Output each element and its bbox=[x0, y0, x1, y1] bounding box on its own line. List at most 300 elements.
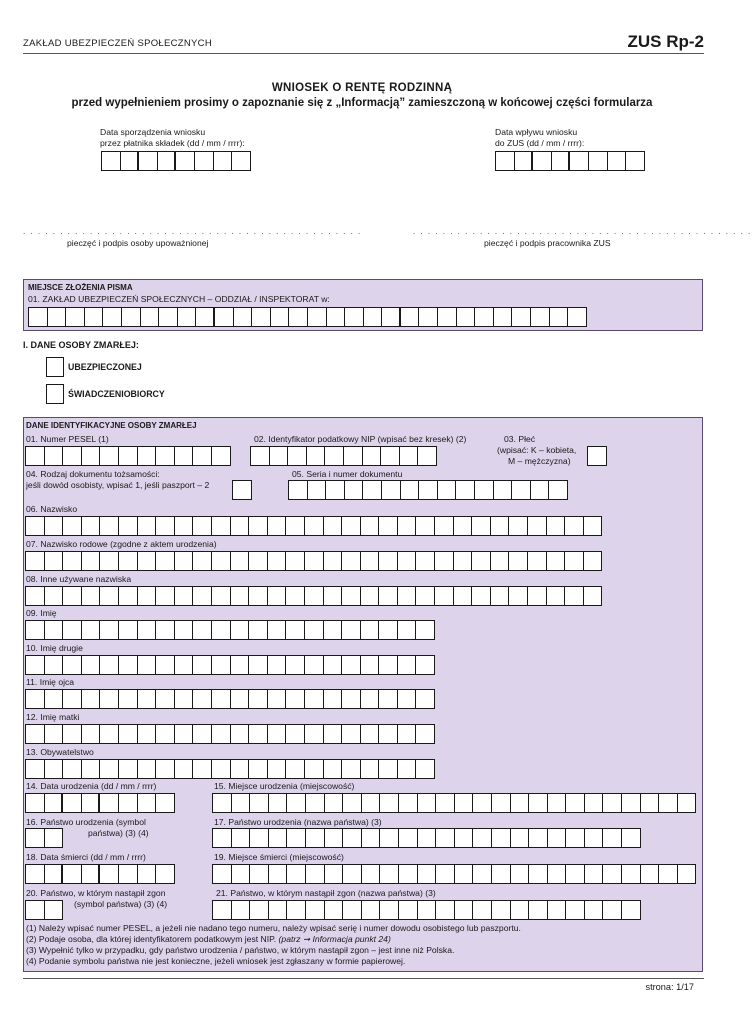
other-surnames-input[interactable] bbox=[25, 586, 602, 606]
char-box[interactable] bbox=[175, 724, 194, 744]
char-box[interactable] bbox=[100, 620, 119, 640]
char-box[interactable] bbox=[306, 900, 325, 920]
char-box[interactable] bbox=[342, 586, 361, 606]
char-box[interactable] bbox=[119, 724, 138, 744]
char-box[interactable] bbox=[622, 900, 641, 920]
char-box[interactable] bbox=[622, 864, 641, 884]
char-box[interactable] bbox=[398, 516, 417, 536]
char-box[interactable] bbox=[455, 900, 474, 920]
char-box[interactable] bbox=[380, 828, 399, 848]
char-box[interactable] bbox=[138, 759, 157, 779]
char-box[interactable] bbox=[45, 759, 64, 779]
char-box[interactable] bbox=[361, 586, 380, 606]
char-box[interactable] bbox=[622, 828, 641, 848]
char-box[interactable] bbox=[416, 620, 435, 640]
char-box[interactable] bbox=[491, 516, 510, 536]
char-box[interactable] bbox=[566, 864, 585, 884]
char-box[interactable] bbox=[26, 793, 45, 813]
char-box[interactable] bbox=[362, 793, 381, 813]
char-box[interactable] bbox=[141, 307, 160, 327]
char-box[interactable] bbox=[418, 793, 437, 813]
char-box[interactable] bbox=[231, 516, 250, 536]
char-box[interactable] bbox=[398, 689, 417, 709]
char-box[interactable] bbox=[213, 828, 232, 848]
char-box[interactable] bbox=[379, 724, 398, 744]
char-box[interactable] bbox=[249, 655, 268, 675]
char-box[interactable] bbox=[363, 446, 382, 466]
char-box[interactable] bbox=[138, 516, 157, 536]
char-box[interactable] bbox=[45, 655, 64, 675]
char-box[interactable] bbox=[213, 864, 232, 884]
char-box[interactable] bbox=[342, 516, 361, 536]
char-box[interactable] bbox=[193, 620, 212, 640]
char-box[interactable] bbox=[570, 151, 589, 171]
char-box[interactable] bbox=[138, 724, 157, 744]
char-box[interactable] bbox=[343, 828, 362, 848]
char-box[interactable] bbox=[379, 759, 398, 779]
char-box[interactable] bbox=[473, 900, 492, 920]
char-box[interactable] bbox=[232, 793, 251, 813]
char-box[interactable] bbox=[212, 655, 231, 675]
char-box[interactable] bbox=[82, 620, 101, 640]
char-box[interactable] bbox=[269, 828, 288, 848]
char-box[interactable] bbox=[343, 900, 362, 920]
char-box[interactable] bbox=[528, 516, 547, 536]
char-box[interactable] bbox=[398, 586, 417, 606]
char-box[interactable] bbox=[344, 446, 363, 466]
char-box[interactable] bbox=[26, 900, 45, 920]
birth-country-symbol-input[interactable] bbox=[25, 828, 63, 848]
char-box[interactable] bbox=[138, 793, 157, 813]
char-box[interactable] bbox=[380, 900, 399, 920]
char-box[interactable] bbox=[156, 516, 175, 536]
char-box[interactable] bbox=[659, 864, 678, 884]
char-box[interactable] bbox=[45, 620, 64, 640]
char-box[interactable] bbox=[454, 586, 473, 606]
char-box[interactable] bbox=[455, 828, 474, 848]
char-box[interactable] bbox=[63, 446, 82, 466]
char-box[interactable] bbox=[472, 516, 491, 536]
char-box[interactable] bbox=[215, 307, 234, 327]
char-box[interactable] bbox=[398, 620, 417, 640]
char-box[interactable] bbox=[138, 446, 157, 466]
char-box[interactable] bbox=[26, 864, 45, 884]
char-box[interactable] bbox=[82, 446, 101, 466]
char-box[interactable] bbox=[26, 689, 45, 709]
char-box[interactable] bbox=[641, 864, 660, 884]
char-box[interactable] bbox=[286, 551, 305, 571]
char-box[interactable] bbox=[455, 864, 474, 884]
char-box[interactable] bbox=[156, 551, 175, 571]
char-box[interactable] bbox=[398, 655, 417, 675]
char-box[interactable] bbox=[159, 307, 178, 327]
char-box[interactable] bbox=[26, 446, 45, 466]
char-box[interactable] bbox=[48, 307, 67, 327]
char-box[interactable] bbox=[103, 307, 122, 327]
char-box[interactable] bbox=[343, 793, 362, 813]
pesel-input[interactable] bbox=[25, 446, 231, 466]
char-box[interactable] bbox=[45, 551, 64, 571]
char-box[interactable] bbox=[308, 307, 327, 327]
char-box[interactable] bbox=[82, 655, 101, 675]
char-box[interactable] bbox=[382, 307, 401, 327]
char-box[interactable] bbox=[231, 586, 250, 606]
char-box[interactable] bbox=[473, 864, 492, 884]
char-box[interactable] bbox=[566, 793, 585, 813]
char-box[interactable] bbox=[361, 516, 380, 536]
char-box[interactable] bbox=[548, 864, 567, 884]
char-box[interactable] bbox=[119, 551, 138, 571]
char-box[interactable] bbox=[454, 516, 473, 536]
char-box[interactable] bbox=[419, 480, 438, 500]
char-box[interactable] bbox=[325, 793, 344, 813]
char-box[interactable] bbox=[512, 307, 531, 327]
char-box[interactable] bbox=[438, 480, 457, 500]
char-box[interactable] bbox=[82, 759, 101, 779]
date-received-input[interactable] bbox=[495, 151, 645, 171]
char-box[interactable] bbox=[232, 828, 251, 848]
death-place-input[interactable] bbox=[212, 864, 696, 884]
surname-input[interactable] bbox=[25, 516, 602, 536]
char-box[interactable] bbox=[119, 864, 138, 884]
char-box[interactable] bbox=[528, 586, 547, 606]
char-box[interactable] bbox=[249, 551, 268, 571]
char-box[interactable] bbox=[418, 828, 437, 848]
char-box[interactable] bbox=[122, 307, 141, 327]
char-box[interactable] bbox=[45, 689, 64, 709]
char-box[interactable] bbox=[325, 864, 344, 884]
char-box[interactable] bbox=[286, 655, 305, 675]
char-box[interactable] bbox=[138, 586, 157, 606]
char-box[interactable] bbox=[548, 828, 567, 848]
char-box[interactable] bbox=[306, 864, 325, 884]
char-box[interactable] bbox=[268, 759, 287, 779]
char-box[interactable] bbox=[379, 689, 398, 709]
char-box[interactable] bbox=[286, 586, 305, 606]
char-box[interactable] bbox=[566, 900, 585, 920]
char-box[interactable] bbox=[138, 551, 157, 571]
char-box[interactable] bbox=[399, 900, 418, 920]
char-box[interactable] bbox=[362, 864, 381, 884]
char-box[interactable] bbox=[26, 828, 45, 848]
char-box[interactable] bbox=[119, 793, 138, 813]
char-box[interactable] bbox=[252, 307, 271, 327]
char-box[interactable] bbox=[212, 689, 231, 709]
char-box[interactable] bbox=[138, 864, 157, 884]
char-box[interactable] bbox=[100, 551, 119, 571]
place-input[interactable] bbox=[28, 307, 587, 327]
char-box[interactable] bbox=[233, 480, 252, 500]
char-box[interactable] bbox=[66, 307, 85, 327]
char-box[interactable] bbox=[212, 551, 231, 571]
char-box[interactable] bbox=[398, 551, 417, 571]
char-box[interactable] bbox=[496, 151, 515, 171]
char-box[interactable] bbox=[380, 864, 399, 884]
char-box[interactable] bbox=[455, 793, 474, 813]
char-box[interactable] bbox=[398, 724, 417, 744]
char-box[interactable] bbox=[511, 828, 530, 848]
char-box[interactable] bbox=[342, 759, 361, 779]
char-box[interactable] bbox=[565, 551, 584, 571]
char-box[interactable] bbox=[193, 516, 212, 536]
char-box[interactable] bbox=[63, 620, 82, 640]
char-box[interactable] bbox=[82, 724, 101, 744]
char-box[interactable] bbox=[324, 586, 343, 606]
char-box[interactable] bbox=[231, 689, 250, 709]
char-box[interactable] bbox=[268, 724, 287, 744]
char-box[interactable] bbox=[603, 864, 622, 884]
char-box[interactable] bbox=[156, 864, 175, 884]
char-box[interactable] bbox=[626, 151, 645, 171]
char-box[interactable] bbox=[419, 307, 438, 327]
char-box[interactable] bbox=[26, 586, 45, 606]
char-box[interactable] bbox=[82, 586, 101, 606]
char-box[interactable] bbox=[286, 724, 305, 744]
char-box[interactable] bbox=[138, 620, 157, 640]
char-box[interactable] bbox=[100, 516, 119, 536]
char-box[interactable] bbox=[175, 655, 194, 675]
char-box[interactable] bbox=[585, 864, 604, 884]
citizenship-input[interactable] bbox=[25, 759, 435, 779]
char-box[interactable] bbox=[195, 151, 214, 171]
char-box[interactable] bbox=[528, 551, 547, 571]
char-box[interactable] bbox=[193, 655, 212, 675]
death-date-input[interactable] bbox=[25, 864, 175, 884]
char-box[interactable] bbox=[418, 446, 437, 466]
char-box[interactable] bbox=[269, 900, 288, 920]
char-box[interactable] bbox=[568, 307, 587, 327]
char-box[interactable] bbox=[119, 655, 138, 675]
char-box[interactable] bbox=[622, 793, 641, 813]
char-box[interactable] bbox=[678, 864, 697, 884]
char-box[interactable] bbox=[175, 620, 194, 640]
char-box[interactable] bbox=[287, 900, 306, 920]
char-box[interactable] bbox=[305, 620, 324, 640]
char-box[interactable] bbox=[342, 551, 361, 571]
char-box[interactable] bbox=[603, 828, 622, 848]
char-box[interactable] bbox=[231, 620, 250, 640]
char-box[interactable] bbox=[547, 586, 566, 606]
char-box[interactable] bbox=[63, 689, 82, 709]
char-box[interactable] bbox=[324, 759, 343, 779]
char-box[interactable] bbox=[678, 793, 697, 813]
char-box[interactable] bbox=[379, 620, 398, 640]
char-box[interactable] bbox=[251, 446, 270, 466]
char-box[interactable] bbox=[494, 480, 513, 500]
char-box[interactable] bbox=[268, 516, 287, 536]
char-box[interactable] bbox=[401, 307, 420, 327]
char-box[interactable] bbox=[435, 516, 454, 536]
char-box[interactable] bbox=[305, 586, 324, 606]
char-box[interactable] bbox=[156, 620, 175, 640]
char-box[interactable] bbox=[529, 793, 548, 813]
char-box[interactable] bbox=[119, 689, 138, 709]
char-box[interactable] bbox=[435, 586, 454, 606]
char-box[interactable] bbox=[232, 864, 251, 884]
char-box[interactable] bbox=[305, 655, 324, 675]
sex-input[interactable] bbox=[587, 446, 607, 466]
char-box[interactable] bbox=[511, 793, 530, 813]
char-box[interactable] bbox=[547, 551, 566, 571]
char-box[interactable] bbox=[529, 864, 548, 884]
char-box[interactable] bbox=[231, 551, 250, 571]
char-box[interactable] bbox=[342, 620, 361, 640]
char-box[interactable] bbox=[363, 480, 382, 500]
char-box[interactable] bbox=[82, 864, 101, 884]
char-box[interactable] bbox=[457, 307, 476, 327]
char-box[interactable] bbox=[45, 516, 64, 536]
char-box[interactable] bbox=[382, 480, 401, 500]
char-box[interactable] bbox=[305, 724, 324, 744]
char-box[interactable] bbox=[119, 586, 138, 606]
char-box[interactable] bbox=[473, 793, 492, 813]
char-box[interactable] bbox=[234, 307, 253, 327]
char-box[interactable] bbox=[119, 446, 138, 466]
char-box[interactable] bbox=[45, 864, 64, 884]
char-box[interactable] bbox=[175, 586, 194, 606]
char-box[interactable] bbox=[416, 724, 435, 744]
char-box[interactable] bbox=[584, 516, 603, 536]
char-box[interactable] bbox=[361, 655, 380, 675]
char-box[interactable] bbox=[324, 516, 343, 536]
char-box[interactable] bbox=[416, 655, 435, 675]
char-box[interactable] bbox=[270, 446, 289, 466]
char-box[interactable] bbox=[416, 586, 435, 606]
char-box[interactable] bbox=[515, 151, 534, 171]
char-box[interactable] bbox=[531, 307, 550, 327]
doc-type-input[interactable] bbox=[232, 480, 252, 500]
char-box[interactable] bbox=[249, 689, 268, 709]
char-box[interactable] bbox=[63, 793, 82, 813]
death-country-name-input[interactable] bbox=[212, 900, 641, 920]
char-box[interactable] bbox=[400, 446, 419, 466]
char-box[interactable] bbox=[82, 551, 101, 571]
char-box[interactable] bbox=[533, 151, 552, 171]
char-box[interactable] bbox=[156, 689, 175, 709]
char-box[interactable] bbox=[212, 620, 231, 640]
char-box[interactable] bbox=[361, 724, 380, 744]
char-box[interactable] bbox=[289, 307, 308, 327]
char-box[interactable] bbox=[324, 724, 343, 744]
char-box[interactable] bbox=[435, 551, 454, 571]
char-box[interactable] bbox=[63, 586, 82, 606]
death-country-symbol-input[interactable] bbox=[25, 900, 63, 920]
char-box[interactable] bbox=[45, 793, 64, 813]
char-box[interactable] bbox=[286, 689, 305, 709]
char-box[interactable] bbox=[212, 516, 231, 536]
char-box[interactable] bbox=[325, 446, 344, 466]
char-box[interactable] bbox=[475, 307, 494, 327]
char-box[interactable] bbox=[509, 516, 528, 536]
char-box[interactable] bbox=[268, 620, 287, 640]
char-box[interactable] bbox=[416, 551, 435, 571]
char-box[interactable] bbox=[85, 307, 104, 327]
char-box[interactable] bbox=[512, 480, 531, 500]
char-box[interactable] bbox=[548, 793, 567, 813]
char-box[interactable] bbox=[45, 586, 64, 606]
char-box[interactable] bbox=[416, 516, 435, 536]
char-box[interactable] bbox=[268, 586, 287, 606]
char-box[interactable] bbox=[585, 793, 604, 813]
char-box[interactable] bbox=[286, 759, 305, 779]
char-box[interactable] bbox=[231, 724, 250, 744]
char-box[interactable] bbox=[175, 759, 194, 779]
char-box[interactable] bbox=[26, 516, 45, 536]
char-box[interactable] bbox=[362, 900, 381, 920]
char-box[interactable] bbox=[491, 586, 510, 606]
birth-country-name-input[interactable] bbox=[212, 828, 641, 848]
char-box[interactable] bbox=[26, 759, 45, 779]
char-box[interactable] bbox=[361, 551, 380, 571]
char-box[interactable] bbox=[156, 586, 175, 606]
char-box[interactable] bbox=[269, 864, 288, 884]
char-box[interactable] bbox=[156, 655, 175, 675]
family-name-input[interactable] bbox=[25, 551, 602, 571]
char-box[interactable] bbox=[603, 900, 622, 920]
char-box[interactable] bbox=[212, 759, 231, 779]
char-box[interactable] bbox=[491, 551, 510, 571]
char-box[interactable] bbox=[100, 586, 119, 606]
char-box[interactable] bbox=[213, 900, 232, 920]
char-box[interactable] bbox=[63, 724, 82, 744]
char-box[interactable] bbox=[492, 864, 511, 884]
char-box[interactable] bbox=[456, 480, 475, 500]
char-box[interactable] bbox=[63, 759, 82, 779]
char-box[interactable] bbox=[156, 446, 175, 466]
char-box[interactable] bbox=[26, 620, 45, 640]
char-box[interactable] bbox=[63, 516, 82, 536]
char-box[interactable] bbox=[307, 446, 326, 466]
char-box[interactable] bbox=[232, 151, 251, 171]
char-box[interactable] bbox=[511, 900, 530, 920]
char-box[interactable] bbox=[342, 689, 361, 709]
char-box[interactable] bbox=[175, 516, 194, 536]
char-box[interactable] bbox=[325, 900, 344, 920]
char-box[interactable] bbox=[63, 551, 82, 571]
char-box[interactable] bbox=[345, 307, 364, 327]
char-box[interactable] bbox=[438, 307, 457, 327]
char-box[interactable] bbox=[250, 828, 269, 848]
char-box[interactable] bbox=[289, 480, 308, 500]
char-box[interactable] bbox=[549, 480, 568, 500]
char-box[interactable] bbox=[641, 793, 660, 813]
beneficiary-checkbox[interactable] bbox=[46, 384, 64, 404]
char-box[interactable] bbox=[82, 793, 101, 813]
char-box[interactable] bbox=[249, 516, 268, 536]
char-box[interactable] bbox=[659, 793, 678, 813]
char-box[interactable] bbox=[193, 551, 212, 571]
char-box[interactable] bbox=[286, 516, 305, 536]
mother-name-input[interactable] bbox=[25, 724, 435, 744]
char-box[interactable] bbox=[436, 900, 455, 920]
char-box[interactable] bbox=[119, 516, 138, 536]
doc-number-input[interactable] bbox=[288, 480, 568, 500]
char-box[interactable] bbox=[547, 516, 566, 536]
char-box[interactable] bbox=[268, 551, 287, 571]
char-box[interactable] bbox=[342, 655, 361, 675]
char-box[interactable] bbox=[305, 551, 324, 571]
nip-input[interactable] bbox=[250, 446, 437, 466]
char-box[interactable] bbox=[193, 446, 212, 466]
char-box[interactable] bbox=[401, 480, 420, 500]
char-box[interactable] bbox=[436, 793, 455, 813]
char-box[interactable] bbox=[178, 307, 197, 327]
char-box[interactable] bbox=[326, 480, 345, 500]
char-box[interactable] bbox=[362, 828, 381, 848]
char-box[interactable] bbox=[250, 864, 269, 884]
char-box[interactable] bbox=[212, 446, 231, 466]
char-box[interactable] bbox=[250, 900, 269, 920]
